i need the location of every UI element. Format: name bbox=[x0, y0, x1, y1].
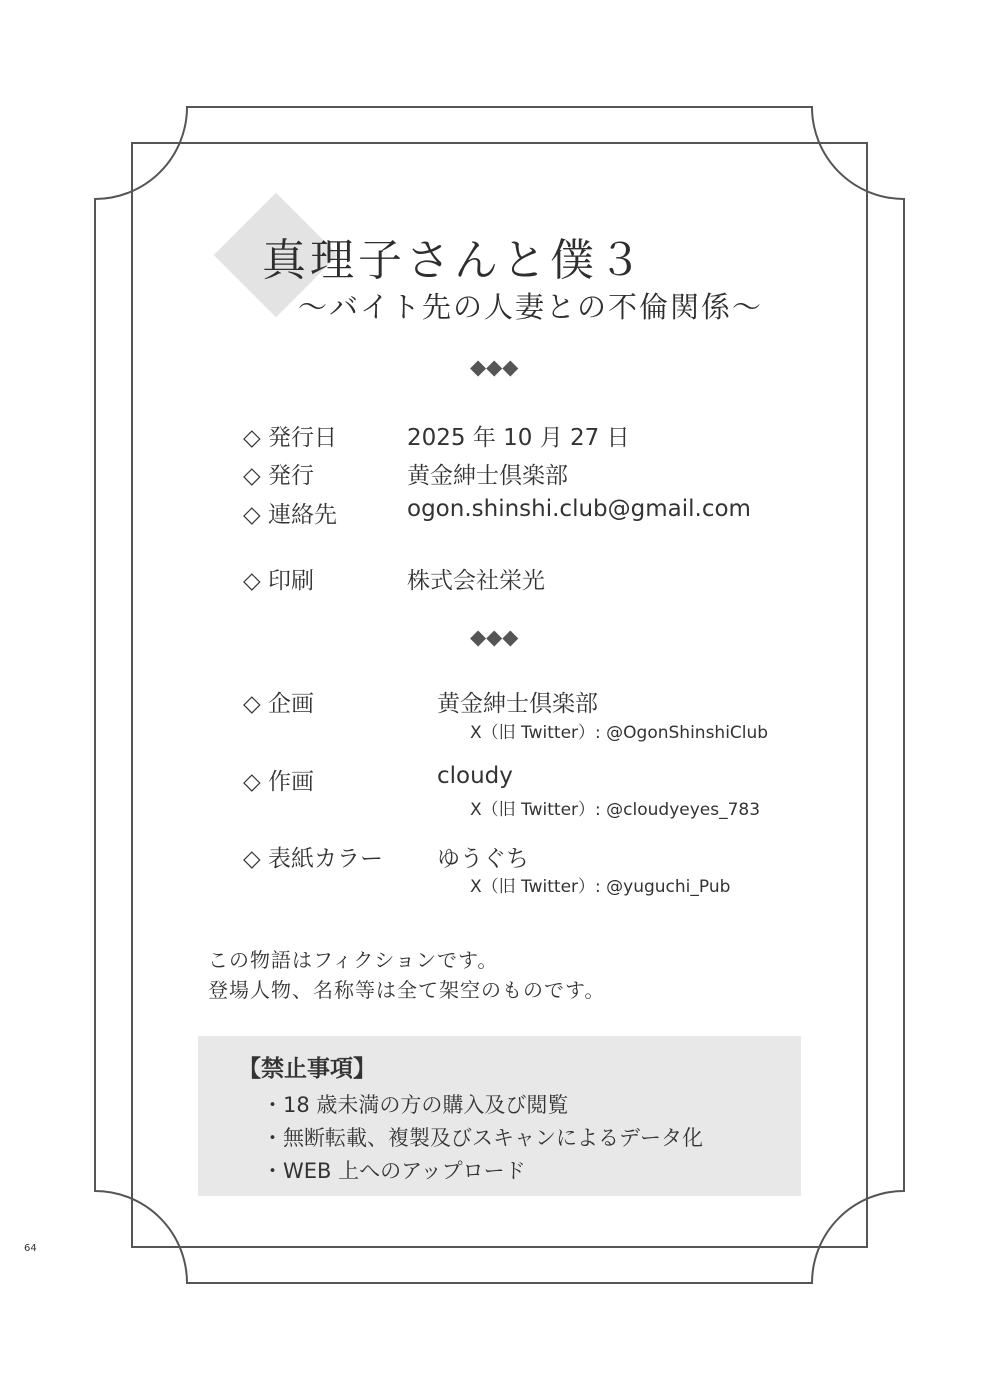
prohibited-item: ・無断転載、複製及びスキャンによるデータ化 bbox=[262, 1126, 703, 1150]
contact-label: ◇ 連絡先 bbox=[243, 502, 337, 528]
cover-color-value: ゆうぐち bbox=[437, 846, 529, 872]
printer-value: 株式会社栄光 bbox=[407, 568, 545, 594]
prohibited-item: ・18 歳未満の方の購入及び閲覧 bbox=[262, 1093, 569, 1117]
publish-date-label: ◇ 発行日 bbox=[243, 425, 337, 451]
book-title: 真理子さんと僕３ bbox=[262, 235, 646, 286]
printer-label: ◇ 印刷 bbox=[243, 568, 314, 594]
planning-value: 黄金紳士倶楽部 bbox=[437, 691, 598, 717]
art-handle: X（旧 Twitter）: @cloudyeyes_783 bbox=[470, 800, 761, 820]
planning-label: ◇ 企画 bbox=[243, 691, 314, 717]
publish-date-value: 2025 年 10 月 27 日 bbox=[407, 425, 630, 451]
publisher-value: 黄金紳士倶楽部 bbox=[407, 463, 568, 489]
art-value: cloudy bbox=[437, 763, 513, 789]
disclaimer-line-1: この物語はフィクションです。 bbox=[208, 948, 499, 972]
cover-color-label: ◇ 表紙カラー bbox=[243, 846, 383, 872]
contact-email[interactable]: ogon.shinshi.club@gmail.com bbox=[407, 496, 751, 522]
prohibited-item: ・WEB 上へのアップロード bbox=[262, 1159, 526, 1183]
separator-1: ◆◆◆ bbox=[470, 355, 519, 379]
art-label: ◇ 作画 bbox=[243, 769, 314, 795]
cover-color-handle: X（旧 Twitter）: @yuguchi_Pub bbox=[470, 877, 731, 897]
planning-handle: X（旧 Twitter）: @OgonShinshiClub bbox=[470, 723, 769, 743]
publisher-label: ◇ 発行 bbox=[243, 463, 314, 489]
book-subtitle: 〜バイト先の人妻との不倫関係〜 bbox=[298, 290, 764, 324]
separator-2: ◆◆◆ bbox=[470, 625, 519, 649]
page-number: 64 bbox=[24, 1243, 37, 1254]
prohibited-title: 【禁止事項】 bbox=[238, 1056, 376, 1082]
disclaimer-line-2: 登場人物、名称等は全て架空のものです。 bbox=[208, 978, 606, 1002]
